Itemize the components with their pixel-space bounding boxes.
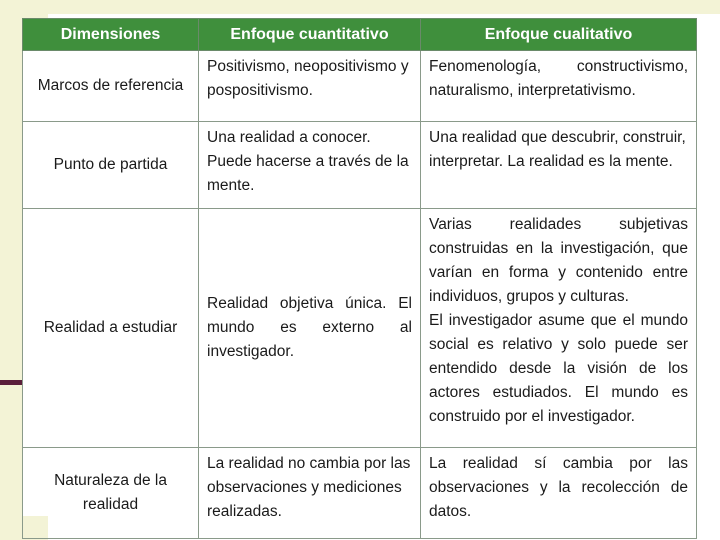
table-row xyxy=(23,122,697,209)
table-row xyxy=(23,448,697,539)
table-header-row xyxy=(23,19,697,51)
cell-dimension: Realidad a estudiar xyxy=(23,209,199,448)
cell-cualitativo: La realidad sí cambia por las observaciones y la recolección de datos. xyxy=(421,448,697,539)
cell-cuantitativo: Una realidad a conocer. Puede hacerse a través de la mente. xyxy=(199,122,421,209)
cell-dimension: Naturaleza de la realidad xyxy=(23,448,199,539)
cell-dimension: Marcos de referencia xyxy=(23,51,199,122)
cell-cuantitativo: Positivismo, neopositivismo y pospositivismo. xyxy=(199,51,421,122)
comparison-table xyxy=(22,18,697,539)
cell-paragraph: Varias realidades subjetivas construidas en la investigación, que varían en forma y contenido entre individuos, grupos y culturas. xyxy=(429,216,688,305)
table-row xyxy=(23,209,697,448)
cell-cualitativo: Una realidad que descubrir, construir, interpretar. La realidad es la mente. xyxy=(421,122,697,209)
header-dimensiones: Dimensiones xyxy=(23,19,199,51)
cell-cuantitativo: Realidad objetiva única. El mundo es externo al investigador. xyxy=(199,209,421,448)
header-enfoque-cualitativo: Enfoque cualitativo xyxy=(421,19,697,51)
cell-cualitativo xyxy=(421,209,697,448)
slide-accent-bar xyxy=(0,380,22,385)
cell-cuantitativo: La realidad no cambia por las observaciones y mediciones realizadas. xyxy=(199,448,421,539)
cell-paragraph: El investigador asume que el mundo social es relativo y solo puede ser entendido desde la visión de los actores estudiados. El mundo es construido por el investigador. xyxy=(429,312,688,425)
cell-cualitativo: Fenomenología, constructivismo, naturalismo, interpretativismo. xyxy=(421,51,697,122)
table-row xyxy=(23,51,697,122)
header-enfoque-cuantitativo: Enfoque cuantitativo xyxy=(199,19,421,51)
comparison-table-container xyxy=(22,18,696,520)
cell-dimension: Punto de partida xyxy=(23,122,199,209)
slide-background-top xyxy=(0,0,720,14)
